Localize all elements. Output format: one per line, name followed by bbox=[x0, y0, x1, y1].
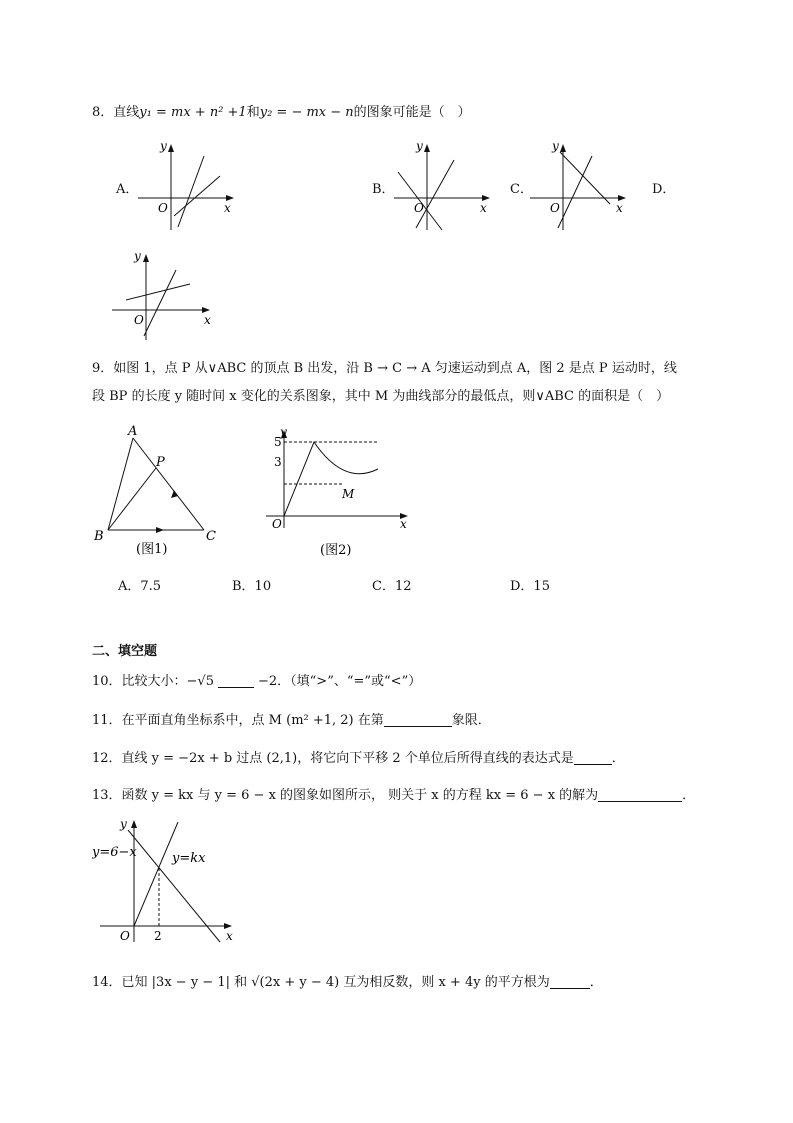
q14-answer-blank[interactable] bbox=[550, 974, 590, 989]
q8-option-d-graph bbox=[112, 248, 222, 340]
graph-line-1 bbox=[178, 156, 204, 227]
q11-text-post: 象限． bbox=[451, 713, 491, 728]
q9-choice-a: A．7.5 bbox=[118, 579, 162, 594]
curve bbox=[284, 442, 378, 516]
y-label: y bbox=[120, 817, 127, 831]
tick-2: 2 bbox=[154, 929, 162, 943]
q8-option-a-label: A． bbox=[116, 182, 139, 197]
q11-text-pre: 11．在平面直角坐标系中，点 M (m² +1, 2) 在第 bbox=[92, 713, 384, 728]
question-14 bbox=[92, 974, 603, 992]
q8-eq2: y₂ = − mx − n bbox=[259, 105, 354, 120]
q8-option-c-graph bbox=[530, 140, 630, 232]
y-label: y bbox=[416, 140, 423, 153]
q13-text-post: ． bbox=[682, 788, 696, 803]
q13-text-pre: 13．函数 y = kx 与 y = 6 − x 的图象如图所示， 则关于 x 的方程 kx = 6 − x 的解为 bbox=[92, 788, 599, 803]
question-8 bbox=[92, 104, 471, 122]
label-a: A bbox=[128, 424, 138, 439]
y-label: y bbox=[280, 425, 287, 439]
graph-line-2 bbox=[416, 160, 454, 228]
q8-option-b-label: B． bbox=[372, 182, 395, 197]
q8-text-post: 的图象可能是（ ） bbox=[353, 105, 471, 120]
origin-label: O bbox=[272, 517, 282, 531]
caption-fig-1: (图1) bbox=[136, 542, 168, 557]
segment-bp bbox=[108, 468, 156, 530]
section-title: 二、填空题 bbox=[92, 644, 158, 659]
q13-answer-blank[interactable] bbox=[598, 787, 682, 802]
y-label: y bbox=[134, 249, 141, 263]
x-label: x bbox=[400, 517, 407, 531]
q14-text-post: ． bbox=[589, 975, 603, 990]
y-label: y bbox=[552, 140, 559, 153]
arrow-right-icon bbox=[156, 527, 164, 533]
q8-option-a-graph bbox=[138, 140, 248, 232]
q9-line-1: 9．如图 1，点 P 从∨ABC 的顶点 B 出发，沿 B → C → A 匀速运动到点 A，图 2 是点 P 运动时，线 bbox=[92, 361, 677, 376]
graph-line-1 bbox=[126, 284, 190, 300]
q12-text-post: ． bbox=[611, 751, 625, 766]
tick-5: 5 bbox=[274, 435, 282, 449]
question-12 bbox=[92, 750, 625, 768]
origin-label: O bbox=[120, 929, 130, 943]
q10-text-post: −2．（填“>”、“=”或“<”） bbox=[258, 674, 422, 689]
origin-label: O bbox=[414, 201, 424, 215]
q8-number: 8． bbox=[92, 105, 114, 120]
x-label: x bbox=[226, 929, 233, 943]
side-ab bbox=[108, 438, 133, 530]
arrow-up-left-icon bbox=[171, 490, 178, 498]
q13-figure bbox=[92, 816, 242, 946]
q10-text-pre: 10．比较大小：−√5 bbox=[92, 674, 214, 689]
y-axis-arrow-icon bbox=[131, 820, 137, 828]
y-axis-arrow-icon bbox=[424, 144, 430, 152]
label-y-6-minus-x: y=6−x bbox=[92, 845, 137, 860]
y-axis-arrow-icon bbox=[143, 254, 149, 262]
q8-option-c-label: C． bbox=[510, 182, 533, 197]
label-c: C bbox=[206, 529, 216, 544]
point-m-label: M bbox=[342, 487, 355, 501]
origin-label: O bbox=[134, 313, 144, 327]
label-y-kx: y=kx bbox=[172, 851, 206, 866]
q12-answer-blank[interactable] bbox=[574, 750, 612, 765]
x-label: x bbox=[204, 313, 211, 327]
q8-option-d-label: D． bbox=[652, 182, 676, 197]
question-10 bbox=[92, 673, 421, 691]
label-b: B bbox=[94, 529, 104, 544]
label-p: P bbox=[156, 455, 165, 470]
graph-line-1 bbox=[560, 152, 610, 204]
question-11 bbox=[92, 712, 491, 730]
y-label: y bbox=[160, 140, 167, 153]
x-label: x bbox=[616, 201, 623, 215]
q10-answer-blank[interactable] bbox=[218, 673, 254, 688]
q11-answer-blank[interactable] bbox=[384, 712, 452, 727]
question-13 bbox=[92, 787, 695, 805]
graph-line-2 bbox=[144, 270, 176, 336]
q8-text-pre: 直线 bbox=[113, 105, 140, 120]
q9-figure-1 bbox=[90, 420, 230, 562]
q9-choice-d: D．15 bbox=[510, 579, 550, 594]
origin-label: O bbox=[158, 201, 168, 215]
origin-label: O bbox=[550, 201, 560, 215]
line-y-6-minus-x bbox=[128, 830, 220, 942]
q8-eq1: y₁ = mx + n² +1 bbox=[139, 105, 247, 120]
line-y-kx bbox=[134, 822, 178, 926]
y-axis-arrow-icon bbox=[168, 144, 174, 152]
q8-mid: 和 bbox=[246, 105, 260, 120]
graph-line-2 bbox=[174, 176, 220, 216]
q14-text-pre: 14．已知 |3x − y − 1| 和 √(2x + y − 4) 互为相反数，则 x + 4y 的平方根为 bbox=[92, 975, 550, 990]
caption-fig-2: (图2) bbox=[320, 543, 352, 558]
q9-choice-b: B．10 bbox=[232, 579, 272, 594]
tick-3: 3 bbox=[274, 455, 282, 469]
q9-choice-c: C．12 bbox=[372, 579, 412, 594]
q9-figure-2 bbox=[262, 424, 422, 562]
x-label: x bbox=[480, 201, 487, 215]
q9-line-2: 段 BP 的长度 y 随时间 x 变化的关系图象，其中 M 为曲线部分的最低点，则∨ABC 的面积是（ ） bbox=[92, 389, 670, 404]
y-axis-arrow-icon bbox=[560, 144, 566, 152]
q8-option-b-graph bbox=[394, 140, 494, 232]
x-label: x bbox=[224, 201, 231, 215]
q12-text-pre: 12．直线 y = −2x + b 过点 (2,1)，将它向下平移 2 个单位后所得直线的表达式是 bbox=[92, 751, 574, 766]
